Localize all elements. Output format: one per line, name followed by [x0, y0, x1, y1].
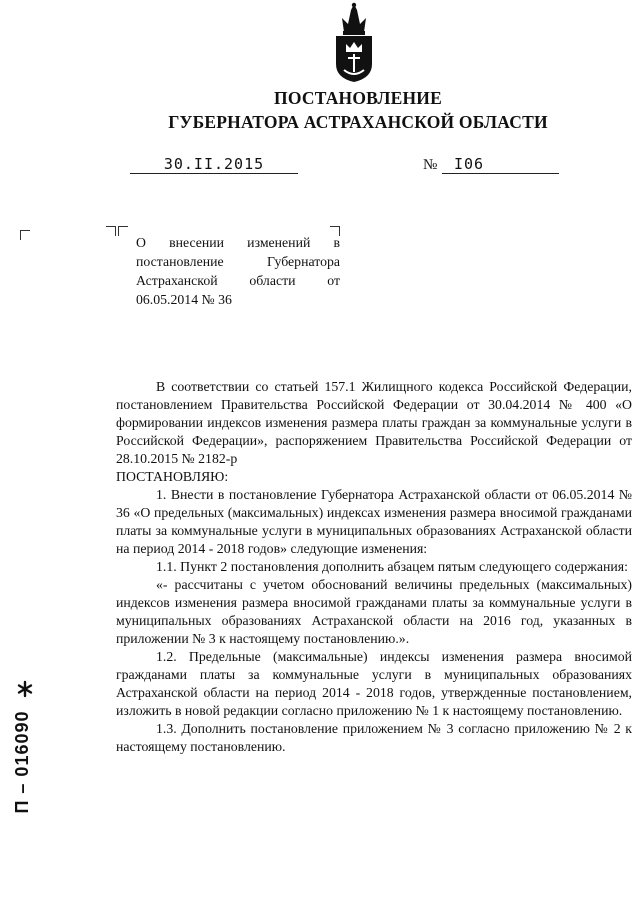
corner-mark [106, 226, 116, 236]
paragraph-item-1-1: 1.1. Пункт 2 постановления дополнить абзацем пятым следующего содержания: [156, 559, 628, 574]
number-label: № [423, 157, 438, 173]
document-subject: О внесении изменений в постановление Губернатора Астраханской области от 06.05.2014 № 36 [136, 235, 340, 307]
document-number: I06 [442, 156, 559, 174]
coat-of-arms-icon [330, 2, 378, 84]
corner-mark [118, 226, 128, 236]
document-date: 30.II.2015 [130, 156, 298, 174]
asterisk-icon [16, 680, 34, 698]
paragraph-quote: «- рассчитаны с учетом обоснований величины предельных (максимальных) индексов изменения размера вносимой гражданами платы за коммунальные услуги в муниципальных образованиях Астраханской области на 2016 год, указанных в приложении № 3 к настоящему постановлению.». [116, 577, 632, 646]
paragraph-preamble: В соответствии со статьей 157.1 Жилищного кодекса Российской Федерации, постановлением Правительства Российской Федерации от 30.04.2014 № 400 «О формировании индексов изменения размера платы граждан за коммунальные услуги в Российской Федерации», распоряжением Правительства Российской Федерации от 28.10.2015 № 2182-р [116, 379, 632, 466]
document-body [116, 378, 632, 756]
paragraph-item-1: 1. Внести в постановление Губернатора Астраханской области от 06.05.2014 № 36 «О предельных (максимальных) индексах изменения размера вносимой гражданами платы за коммунальные услуги в муниципальных образованиях Астраханской области на период 2014 - 2018 годов» следующие изменения: [116, 487, 632, 556]
side-registration-code: П – 016090 [12, 710, 32, 814]
document-title: ПОСТАНОВЛЕНИЕ [274, 88, 442, 108]
corner-mark [20, 230, 30, 240]
paragraph-item-1-2: 1.2. Предельные (максимальные) индексы изменения размера вносимой гражданами платы за коммунальные услуги в муниципальных образованиях Астраханской области на период 2014 - 2018 годов, утвержденные постановлением, изложить в новой редакции согласно приложению № 1 к настоящему постановлению. [116, 649, 632, 718]
paragraph-item-1-3: 1.3. Дополнить постановление приложением № 3 согласно приложению № 2 к настоящему постановлению. [116, 721, 632, 754]
paragraph-decree: ПОСТАНОВЛЯЮ: [116, 469, 229, 484]
document-subtitle: ГУБЕРНАТОРА АСТРАХАНСКОЙ ОБЛАСТИ [168, 112, 548, 132]
